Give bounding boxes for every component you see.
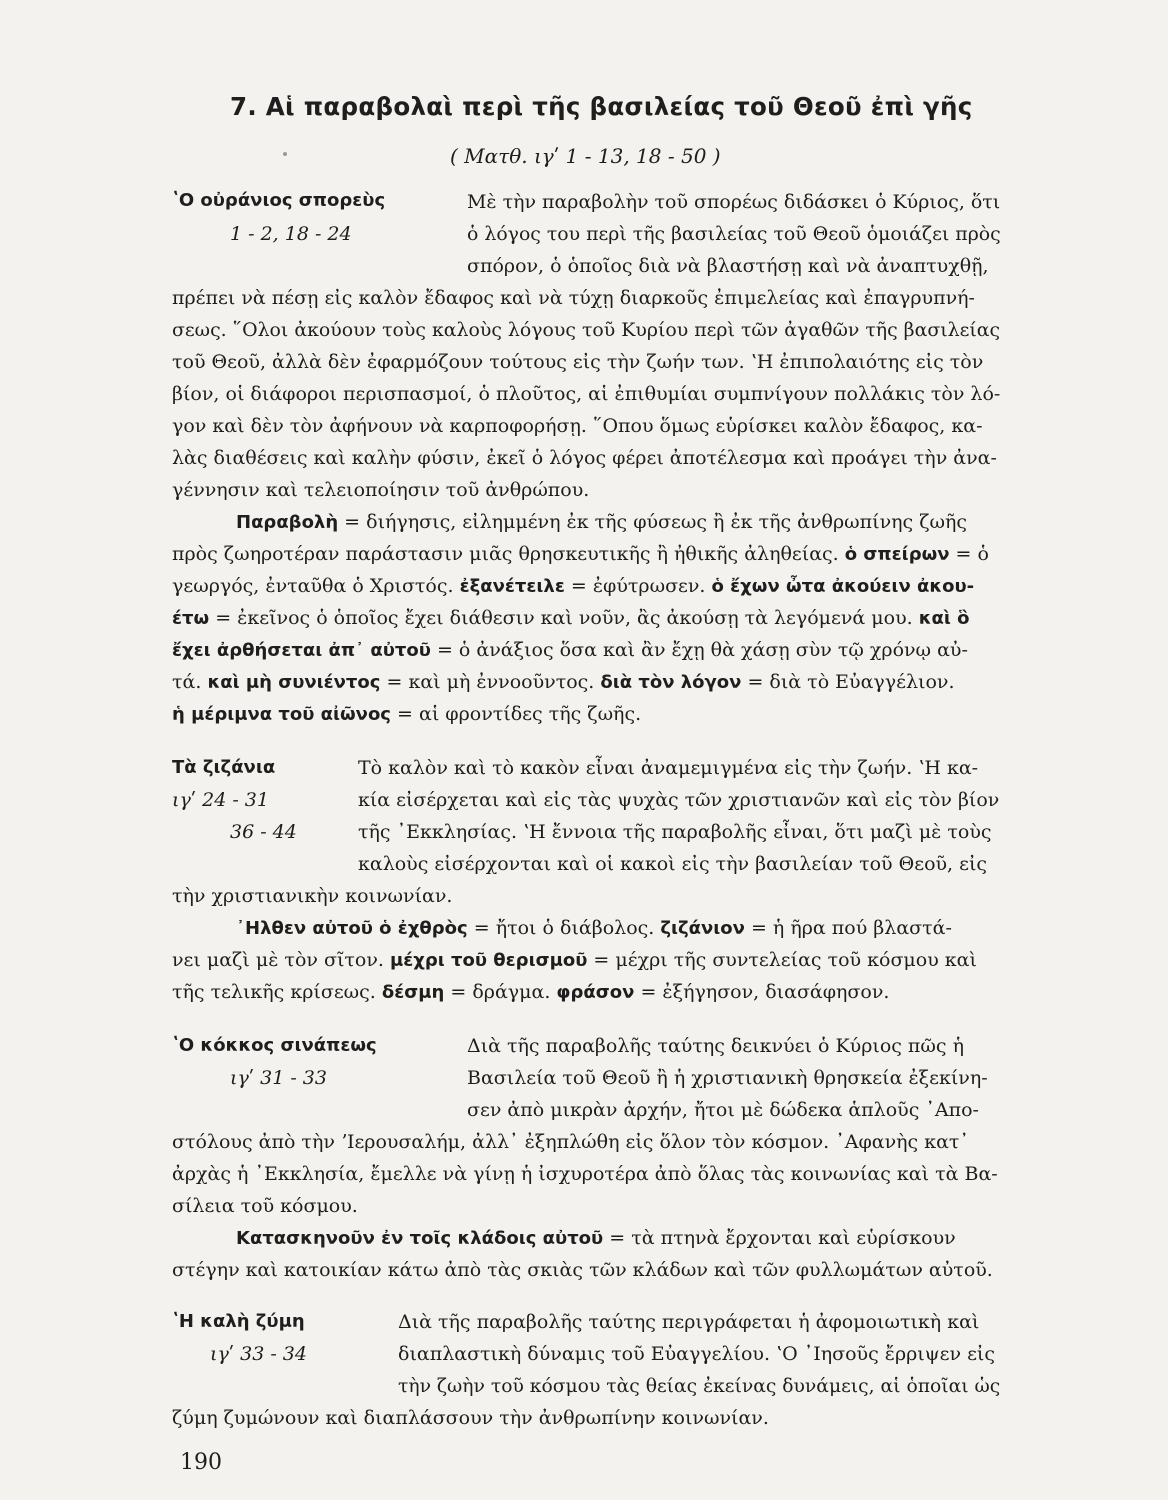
glossary-line [236,506,967,539]
paragraph-line: σεν ἀπὸ μικρὰν ἀρχήν, ἤτοι μὲ δώδεκα ἁπλοῦς ᾽Απο- [467,1099,979,1121]
glossary-term: ἐξανέτειλε [459,576,565,597]
glossary-term: καὶ ὃ [918,608,970,629]
section-heading-sower: ʽΟ οὐράνιος σπορεὺς [172,190,386,211]
glossary-definition: = ἐκεῖνος ὁ ὁποῖος ἔχει διάθεσιν καὶ νοῦν, ἂς ἀκούσῃ τὰ λεγόμενά μου. [209,607,913,629]
glossary-line [172,976,889,1009]
chapter-reference: ( Ματθ. ιγʹ 1 - 13, 18 - 50 ) [450,144,721,168]
paragraph-line: Τὸ καλὸν καὶ τὸ κακὸν εἶναι ἀναμεμιγμένα εἰς τὴν ζωήν. ʽΗ κα- [358,757,979,779]
glossary-definition: = διήγησις, εἰλημμένη ἐκ τῆς φύσεως ἢ ἐκ τῆς ἀνθρωπίνης ζωῆς [338,511,968,533]
glossary-term: μέχρι τοῦ θερισμοῦ [389,950,588,971]
glossary-definition: = αἱ φροντίδες τῆς ζωῆς. [390,703,642,725]
section-heading-mustard-seed: ʽΟ κόκκος σινάπεως [172,1035,377,1056]
glossary-term: διὰ τὸν λόγον [600,672,742,693]
paragraph-line: Διὰ τῆς παραβολῆς ταύτης περιγράφεται ἡ ἀφομοιωτικὴ καὶ [398,1311,980,1333]
glossary-term: ἡ μέριμνα τοῦ αἰῶνος [172,704,391,725]
glossary-line: στέγην καὶ κατοικίαν κάτω ἀπὸ τὰς σκιὰς τῶν κλάδων καὶ τῶν φυλλωμάτων αὐτοῦ. [172,1259,993,1281]
paragraph-line: τῆς ᾽Εκκλησίας. ʽΗ ἔννοια τῆς παραβολῆς εἶναι, ὅτι μαζὶ μὲ τοὺς [358,821,992,843]
paragraph-line: ἀρχὰς ἡ ᾽Εκκλησία, ἔμελλε νὰ γίνῃ ἡ ἰσχυροτέρα ἀπὸ ὅλας τὰς κοινωνίας καὶ τὰ Βα- [172,1163,998,1185]
glossary-definition: = μέχρι τῆς συντελείας τοῦ κόσμου καὶ [587,949,977,971]
glossary-line [172,602,970,635]
glossary-line [172,634,968,667]
glossary-definition: πρὸς ζωηροτέραν παράστασιν μιᾶς θρησκευτικῆς ἢ ἠθικῆς ἀληθείας. [172,543,839,565]
page-number: 190 [180,1450,222,1475]
glossary-line [236,1222,956,1255]
glossary-definition: γεωργός, ἐνταῦθα ὁ Χριστός. [172,575,454,597]
paragraph-line: τὴν ζωὴν τοῦ κόσμου τὰς θείας ἐκείνας δυνάμεις, αἱ ὁποῖαι ὡς [398,1375,1001,1397]
paragraph-line: διαπλαστικὴ δύναμις τοῦ Εὐαγγελίου. ʽΟ ᾽Ιησοῦς ἔρριψεν εἰς [398,1343,995,1365]
paragraph-line: ζύμη ζυμώνουν καὶ διαπλάσσουν τὴν ἀνθρωπίνην κοινωνίαν. [172,1407,769,1429]
paragraph-line: σεως. ῞Ολοι ἀκούουν τοὺς καλοὺς λόγους τοῦ Κυρίου περὶ τῶν ἀγαθῶν τῆς βασιλείας [172,319,1001,341]
paragraph-line: ὁ λόγος του περὶ τῆς βασιλείας τοῦ Θεοῦ ὁμοιάζει πρὸς [467,223,1001,245]
chapter-title: 7. Αἱ παραβολαὶ περὶ τῆς βασιλείας τοῦ Θεοῦ ἐπὶ γῆς [230,92,973,121]
paragraph-line: βίον, οἱ διάφοροι περισπασμοί, ὁ πλοῦτος, αἱ ἐπιθυμίαι συμπνίγουν πολλάκις τὸν λό- [172,383,1001,405]
section-heading-tares: Τὰ ζιζάνια [172,757,276,778]
glossary-definition: τῆς τελικῆς κρίσεως. [172,981,376,1003]
glossary-line [172,538,989,571]
glossary-definition: = ἐξήγησον, διασάφησον. [634,981,890,1003]
glossary-term: καὶ μὴ συνιέντος [207,672,381,693]
glossary-line [236,912,952,945]
glossary-term: ὁ ἔχων ὦτα ἀκούειν ἀκου- [711,576,975,597]
section-ref-leaven: ιγʹ 33 - 34 [210,1343,307,1365]
glossary-line [172,570,974,603]
section-ref-mustard-seed: ιγʹ 31 - 33 [230,1067,327,1089]
glossary-definition: = καὶ μὴ ἐννοοῦντος. [380,671,595,693]
paragraph-line: Βασιλεία τοῦ Θεοῦ ἢ ἡ χριστιανικὴ θρησκεία ἐξεκίνη- [467,1067,988,1089]
glossary-term: Κατασκηνοῦν ἐν τοῖς κλάδοις αὐτοῦ [236,1228,604,1249]
glossary-term: ᾽Ηλθεν αὐτοῦ ὁ ἐχθρὸς [236,918,468,939]
glossary-term: ἔχει ἀρθήσεται ἀπ᾽ αὐτοῦ [172,640,431,661]
glossary-definition: νει μαζὶ μὲ τὸν σῖτον. [172,949,384,971]
section-ref-sower: 1 - 2, 18 - 24 [230,223,352,245]
glossary-definition: = διὰ τὸ Εὐαγγέλιον. [741,671,955,693]
paragraph-line: σπόρον, ὁ ὁποῖος διὰ νὰ βλαστήσῃ καὶ νὰ ἀναπτυχθῇ, [467,255,989,277]
glossary-definition: = ὁ ἀνάξιος ὅσα καὶ ἂν ἔχῃ θὰ χάσῃ σὺν τῷ χρόνῳ αὐ- [430,639,968,661]
glossary-term: ὁ σπείρων [844,544,950,565]
glossary-definition: = δράγμα. [444,981,551,1003]
paragraph-line: γέννησιν καὶ τελειοποίησιν τοῦ ἀνθρώπου. [172,479,590,501]
paragraph-line: Μὲ τὴν παραβολὴν τοῦ σπορέως διδάσκει ὁ Κύριος, ὅτι [467,191,1001,213]
ink-speck [283,152,287,156]
paragraph-line: λὰς διαθέσεις καὶ καλὴν φύσιν, ἐκεῖ ὁ λόγος φέρει ἀποτέλεσμα καὶ προάγει τὴν ἀνα- [172,447,997,469]
glossary-term: έτω [172,608,210,629]
paragraph-line: κία εἰσέρχεται καὶ εἰς τὰς ψυχὰς τῶν χριστιανῶν καὶ εἰς τὸν βίον [358,789,1000,811]
section-ref-tares-2: 36 - 44 [230,821,297,843]
glossary-definition: = ὁ [949,543,989,565]
glossary-definition: = ἐφύτρωσεν. [564,575,706,597]
glossary-term: φράσον [556,982,635,1003]
paragraph-line: σίλεια τοῦ κόσμου. [172,1195,358,1217]
glossary-definition: = τὰ πτηνὰ ἔρχονται καὶ εὑρίσκουν [603,1227,956,1249]
glossary-line [172,698,641,731]
paragraph-line: τοῦ Θεοῦ, ἀλλὰ δὲν ἐφαρμόζουν τούτους εἰς τὴν ζωήν των. ʽΗ ἐπιπολαιότης εἰς τὸν [172,351,984,373]
glossary-line [172,666,955,699]
paragraph-line: τὴν χριστιανικὴν κοινωνίαν. [172,885,453,907]
paragraph-line: στόλους ἀπὸ τὴν ʼΙερουσαλήμ, ἀλλ᾽ ἐξηπλώθη εἰς ὅλον τὸν κόσμον. ᾽Αφανὴς κατ᾽ [172,1131,969,1153]
paragraph-line: πρέπει νὰ πέσῃ εἰς καλὸν ἔδαφος καὶ νὰ τύχῃ διαρκοῦς ἐπιμελείας καὶ ἐπαγρυπνή- [172,287,975,309]
paragraph-line: γον καὶ δὲν τὸν ἀφήνουν νὰ καρποφορήσῃ. ῞Οπου ὅμως εὑρίσκει καλὸν ἔδαφος, κα- [172,415,983,437]
section-ref-tares-1: ιγʹ 24 - 31 [172,789,269,811]
glossary-definition: = ἡ ῆρα πού βλαστά- [744,917,952,939]
glossary-term: Παραβολὴ [236,512,339,533]
glossary-line [172,944,977,977]
glossary-definition: = ἤτοι ὁ διάβολος. [467,917,655,939]
paragraph-line: Διὰ τῆς παραβολῆς ταύτης δεικνύει ὁ Κύριος πῶς ἡ [467,1035,964,1057]
paragraph-line: καλοὺς εἰσέρχονται καὶ οἱ κακοὶ εἰς τὴν βασιλείαν τοῦ Θεοῦ, εἰς [358,853,988,875]
glossary-term: δέσμη [381,982,445,1003]
glossary-term: ζιζάνιον [660,918,745,939]
glossary-definition: τά. [172,671,202,693]
section-heading-leaven: ʽΗ καλὴ ζύμη [172,1311,305,1332]
